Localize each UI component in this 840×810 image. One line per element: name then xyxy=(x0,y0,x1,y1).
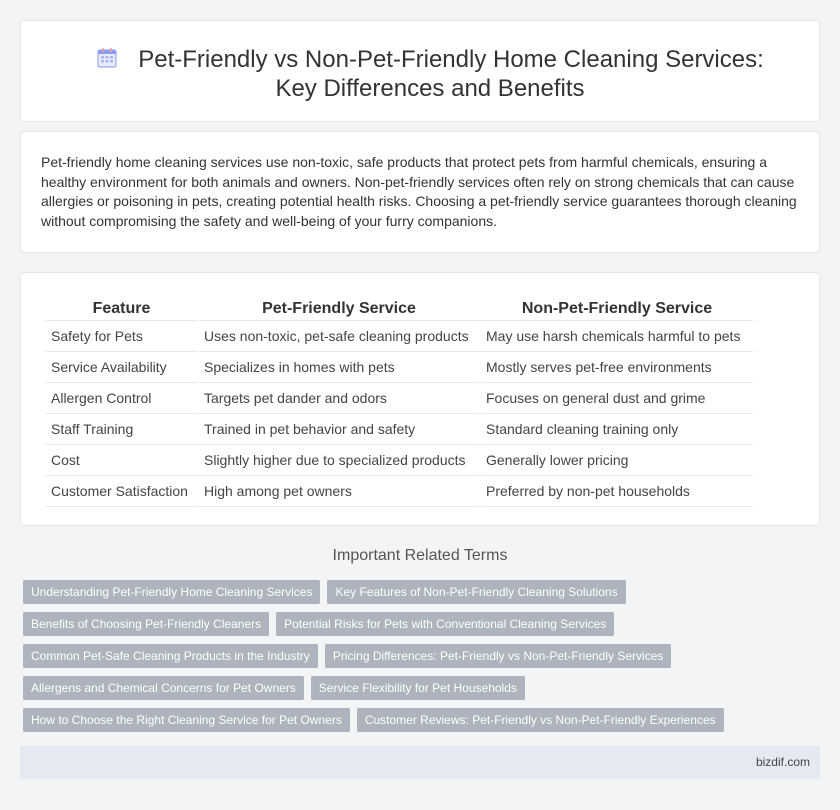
table-cell: Uses non-toxic, pet-safe cleaning products xyxy=(199,321,479,352)
table-cell: Standard cleaning training only xyxy=(481,414,753,445)
table-row xyxy=(46,414,753,445)
related-term-link[interactable]: Benefits of Choosing Pet-Friendly Cleaners xyxy=(23,612,269,636)
table-cell: Safety for Pets xyxy=(46,321,197,352)
related-term-link[interactable]: Potential Risks for Pets with Conventional Cleaning Services xyxy=(276,612,614,636)
related-term-link[interactable]: Pricing Differences: Pet-Friendly vs Non-Pet-Friendly Services xyxy=(325,644,672,668)
table-cell: Staff Training xyxy=(46,414,197,445)
related-terms-list xyxy=(23,580,783,740)
related-term-link[interactable]: Common Pet-Safe Cleaning Products in the Industry xyxy=(23,644,318,668)
related-term-link[interactable]: How to Choose the Right Cleaning Service for Pet Owners xyxy=(23,708,350,732)
calendar-icon xyxy=(96,47,118,69)
table-row xyxy=(46,383,753,414)
page-title-text: Pet-Friendly vs Non-Pet-Friendly Home Cleaning Services: Key Differences and Benefits xyxy=(138,46,764,102)
table-cell: Cost xyxy=(46,445,197,476)
tag-row xyxy=(23,580,783,612)
related-term-link[interactable]: Key Features of Non-Pet-Friendly Cleaning Solutions xyxy=(327,580,625,604)
comparison-table xyxy=(44,293,755,507)
table-row xyxy=(46,352,753,383)
table-row xyxy=(46,321,753,352)
table-cell: Service Availability xyxy=(46,352,197,383)
header-feature: Feature xyxy=(46,293,197,321)
table-cell: Generally lower pricing xyxy=(481,445,753,476)
tag-row xyxy=(23,708,783,740)
related-term-link[interactable]: Service Flexibility for Pet Households xyxy=(311,676,525,700)
table-cell: Slightly higher due to specialized products xyxy=(199,445,479,476)
header-card xyxy=(20,20,820,122)
header-pet-friendly: Pet-Friendly Service xyxy=(199,293,479,321)
table-row xyxy=(46,445,753,476)
table-row xyxy=(46,476,753,507)
intro-card xyxy=(20,131,820,253)
site-name[interactable]: bizdif.com xyxy=(755,755,810,769)
table-cell: May use harsh chemicals harmful to pets xyxy=(481,321,753,352)
table-cell: Mostly serves pet-free environments xyxy=(481,352,753,383)
related-term-link[interactable]: Customer Reviews: Pet-Friendly vs Non-Pet-Friendly Experiences xyxy=(357,708,724,732)
table-cell: Trained in pet behavior and safety xyxy=(199,414,479,445)
table-cell: Focuses on general dust and grime xyxy=(481,383,753,414)
tag-row xyxy=(23,676,783,708)
table-header-row xyxy=(46,293,753,321)
tag-row xyxy=(23,644,783,676)
comparison-table-card xyxy=(20,272,820,526)
table-cell: Preferred by non-pet households xyxy=(481,476,753,507)
footer xyxy=(20,746,820,779)
related-term-link[interactable]: Understanding Pet-Friendly Home Cleaning Services xyxy=(23,580,320,604)
table-cell: Customer Satisfaction xyxy=(46,476,197,507)
intro-paragraph: Pet-friendly home cleaning services use non-toxic, safe products that protect pets from harmful chemicals, ensuring a healthy environment for both animals and owners. Non-pet-friendly services often rely on strong chemicals that can cause allergies or poisoning in pets, creating potential health risks. Choosing a pet-friendly service guarantees thorough cleaning without compromising the safety and well-being of your furry companions. xyxy=(41,154,797,229)
header-non-pet-friendly: Non-Pet-Friendly Service xyxy=(481,293,753,321)
table-cell: Targets pet dander and odors xyxy=(199,383,479,414)
related-term-link[interactable]: Allergens and Chemical Concerns for Pet Owners xyxy=(23,676,304,700)
tag-row xyxy=(23,612,783,644)
table-cell: Allergen Control xyxy=(46,383,197,414)
page-title xyxy=(81,45,779,103)
related-terms-title: Important Related Terms xyxy=(332,547,508,564)
table-cell: High among pet owners xyxy=(199,476,479,507)
table-cell: Specializes in homes with pets xyxy=(199,352,479,383)
